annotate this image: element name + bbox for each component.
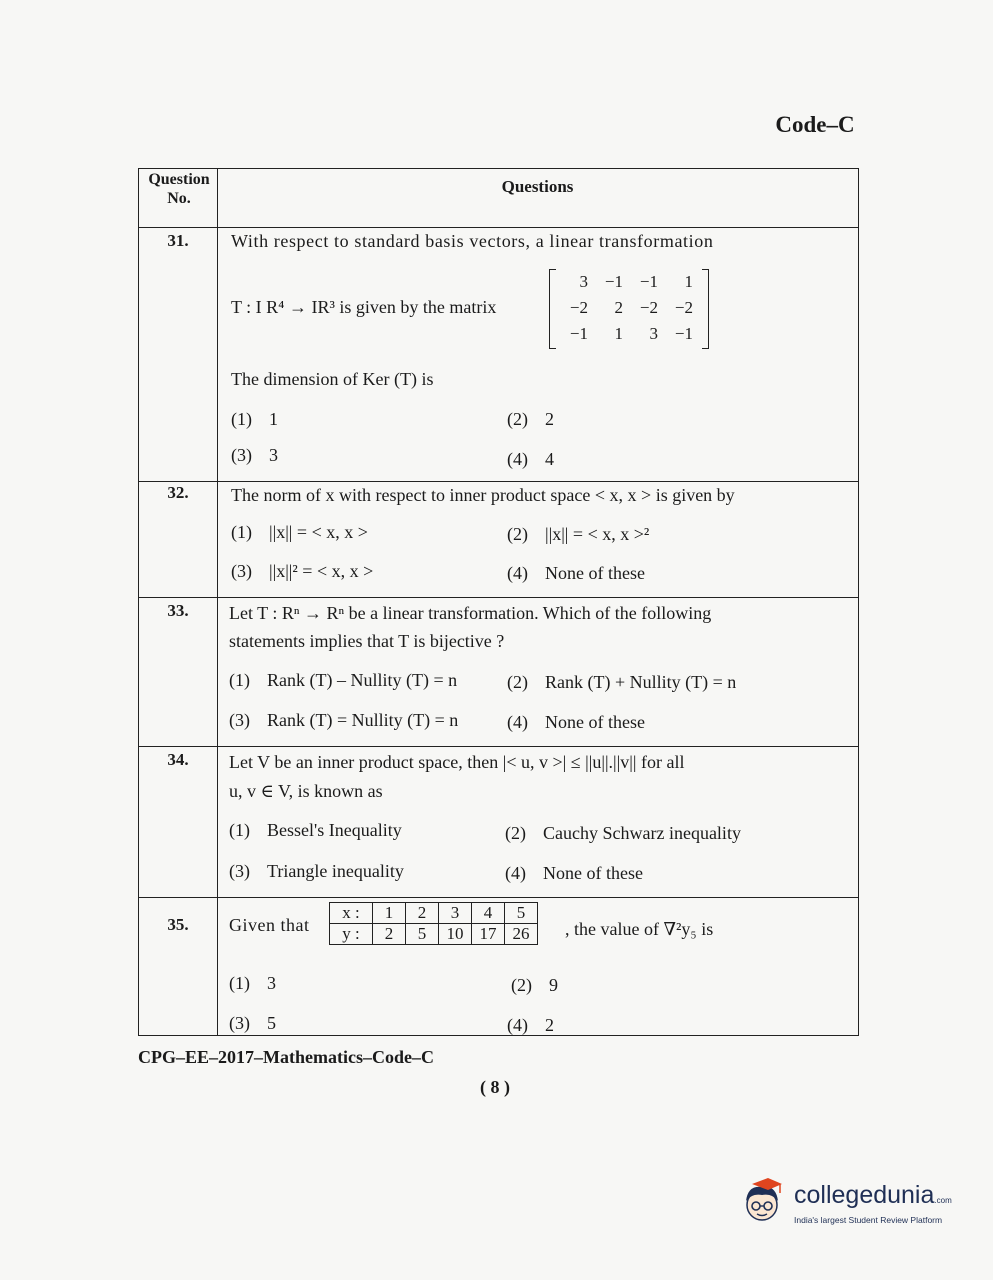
header-questions: Questions xyxy=(501,177,574,196)
q34-option-1: (1) Bessel's Inequality xyxy=(229,820,402,840)
x-value: 4 xyxy=(472,903,505,924)
matrix-cell: −1 xyxy=(639,272,658,291)
matrix-cell: 1 xyxy=(614,324,623,343)
collegedunia-tagline: India's largest Student Review Platform xyxy=(794,1215,943,1225)
q32-option-2: (2) ||x|| = < x, x >² xyxy=(507,524,650,544)
q33-option-1: (1) Rank (T) – Nullity (T) = n xyxy=(229,670,458,690)
matrix-cell: 1 xyxy=(684,272,693,291)
q31-option-1: (1) 1 xyxy=(231,409,278,429)
question-number-32: 32. xyxy=(167,483,189,502)
q34-line1: Let V be an inner product space, then |< u, v >| ≤ ||u||.||v|| for all xyxy=(229,752,685,772)
q34-option-3: (3) Triangle inequality xyxy=(229,861,404,881)
matrix-cell: 3 xyxy=(649,324,658,343)
x-value: 5 xyxy=(505,903,538,924)
q31-matrix xyxy=(549,269,709,351)
q31-line1: With respect to standard basis vectors, a linear transformation xyxy=(231,231,714,251)
collegedunia-watermark xyxy=(738,1175,968,1235)
x-label: x : xyxy=(330,903,373,924)
q32-option-1: (1) ||x|| = < x, x > xyxy=(231,522,368,542)
matrix-cell: −1 xyxy=(674,324,693,343)
q35-given: Given that xyxy=(229,915,310,935)
matrix-right-bracket xyxy=(702,269,709,349)
question-number-34: 34. xyxy=(167,750,189,769)
q33-option-4: (4) None of these xyxy=(507,712,645,732)
q34-line2: u, v ∈ V, is known as xyxy=(229,781,383,801)
row-divider xyxy=(139,481,858,482)
question-number-33: 33. xyxy=(167,601,189,620)
x-value: 2 xyxy=(406,903,439,924)
matrix-cell: 3 xyxy=(579,272,588,291)
question-number-31: 31. xyxy=(167,231,189,250)
row-divider xyxy=(139,746,858,747)
matrix-cell: −2 xyxy=(674,298,693,317)
y-label: y : xyxy=(330,924,373,945)
q35-option-3: (3) 5 xyxy=(229,1013,276,1033)
q31-option-4: (4) 4 xyxy=(507,449,554,469)
column-separator xyxy=(217,169,218,1035)
x-value: 1 xyxy=(373,903,406,924)
q31-prompt: The dimension of Ker (T) is xyxy=(231,369,434,389)
y-value: 26 xyxy=(505,924,538,945)
q35-option-4: (4) 2 xyxy=(507,1015,554,1035)
paper-code-footer: CPG–EE–2017–Mathematics–Code–C xyxy=(138,1047,434,1067)
question-number-35: 35. xyxy=(167,915,189,934)
y-value: 2 xyxy=(373,924,406,945)
row-divider xyxy=(139,597,858,598)
q34-option-4: (4) None of these xyxy=(505,863,643,883)
q31-line2: T : I R⁴ → IR³ is given by the matrix xyxy=(231,297,497,317)
code-label: Code–C xyxy=(775,112,855,137)
matrix-cell: −2 xyxy=(569,298,588,317)
q31-option-2: (2) 2 xyxy=(507,409,554,429)
matrix-cell: −2 xyxy=(639,298,658,317)
question-table xyxy=(138,168,859,1036)
matrix-left-bracket xyxy=(549,269,556,349)
page-number: ( 8 ) xyxy=(480,1077,510,1097)
q33-line1: Let T : Rⁿ → Rⁿ be a linear transformation. Which of the following xyxy=(229,603,712,623)
matrix-cell: −1 xyxy=(569,324,588,343)
header-question-no: Question No. xyxy=(148,171,210,207)
q32-option-3: (3) ||x||² = < x, x > xyxy=(231,561,374,581)
q35-tail: , the value of ∇²y₅ is xyxy=(565,919,714,939)
student-mascot-icon xyxy=(738,1175,790,1227)
q35-option-1: (1) 3 xyxy=(229,973,276,993)
collegedunia-name: collegedunia.com xyxy=(794,1181,952,1209)
q34-option-2: (2) Cauchy Schwarz inequality xyxy=(505,823,741,843)
q33-option-2: (2) Rank (T) + Nullity (T) = n xyxy=(507,672,737,692)
y-value: 17 xyxy=(472,924,505,945)
q32-option-4: (4) None of these xyxy=(507,563,645,583)
x-value: 3 xyxy=(439,903,472,924)
row-divider xyxy=(139,897,858,898)
q33-option-3: (3) Rank (T) = Nullity (T) = n xyxy=(229,710,459,730)
q31-option-3: (3) 3 xyxy=(231,445,278,465)
y-value: 5 xyxy=(406,924,439,945)
q35-option-2: (2) 9 xyxy=(511,975,558,995)
q35-value-table xyxy=(329,902,538,945)
q32-line1: The norm of x with respect to inner product space < x, x > is given by xyxy=(231,485,735,505)
row-divider xyxy=(139,227,858,228)
q33-line2: statements implies that T is bijective ? xyxy=(229,631,505,651)
matrix-cell: 2 xyxy=(614,298,623,317)
matrix-cell: −1 xyxy=(604,272,623,291)
y-value: 10 xyxy=(439,924,472,945)
